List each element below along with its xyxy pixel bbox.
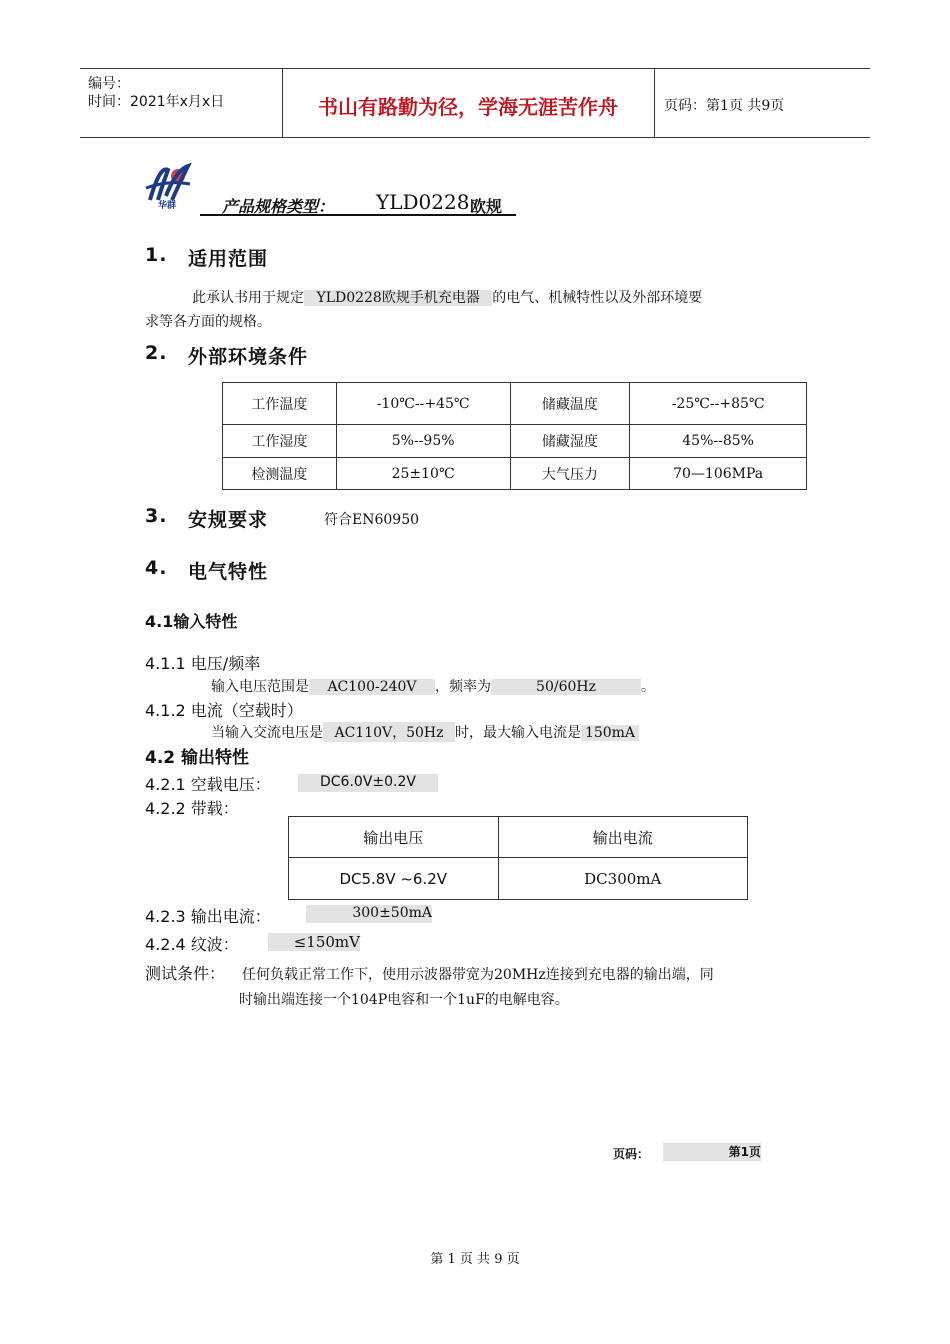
product-title-suffix: 欧规 [470,197,503,216]
output-header-current: 输出电流 [498,817,747,858]
section-4-2-2-label: 4.2.2 带载： [145,799,239,818]
env-label-work-humidity: 工作湿度 [223,425,337,458]
input-frequency-pre: ，频率为 [435,679,491,695]
section-1-title: 适用范围 [188,248,269,270]
env-value-test-temp: 25±10℃ [336,458,510,490]
section-3-title: 安规要求 [188,509,269,531]
section-4-2-title: 4.2 输出特性 [145,748,250,768]
code-label: 编号： [88,76,130,92]
table-row [223,383,807,425]
input-current-mid: 时，最大输入电流是 [455,725,581,741]
no-load-voltage-value: DC6.0V±0.2V [298,774,438,792]
header-meta-cell [80,69,283,137]
company-logo [140,160,200,212]
section-4-2-1-label: 4.2.1 空载电压： [145,775,271,794]
output-header-voltage: 输出电压 [289,817,499,858]
section-4-2-4-label: 4.2.4 纹波： [145,935,239,954]
section-4-1-title: 4.1输入特性 [145,612,238,631]
section-1-text-post: 的电气、机械特性以及外部环境要 [492,290,703,306]
section-1-text-pre: 此承认书用于规定 [192,290,304,306]
table-row [223,425,807,458]
header-slogan-cell [282,69,655,137]
test-condition-line-1: 任何负载正常工作下，使用示波器带宽为20MHz连接到充电器的输出端，同 [242,967,714,983]
input-voltage-pre: 输入电压范围是 [211,679,309,695]
section-3-number: 3. [145,505,168,527]
section-1-line-2: 求等各方面的规格。 [145,314,271,330]
product-title-prefix: 产品规格类型： [222,197,335,216]
footer-page-label: 页码： [613,1147,650,1161]
header-page-cell [654,69,870,137]
env-value-storage-humidity: 45%--85% [630,425,807,458]
env-value-work-humidity: 5%--95% [336,425,510,458]
test-condition-label: 测试条件： [145,964,226,983]
test-condition-line-2: 时输出端连接一个104P电容和一个1uF的电解电容。 [239,992,569,1008]
env-value-pressure: 70—106MPa [630,458,807,490]
env-value-storage-temp: -25℃--+85℃ [630,383,807,425]
bottom-page-number: 第 1 页 共 9 页 [430,1252,520,1267]
logo-text: 华群 [158,201,177,211]
env-label-storage-temp: 储藏温度 [510,383,630,425]
date-label: 时间：2021年x月x日 [88,94,225,110]
input-line-end: 。 [641,679,655,695]
section-1-line-1 [192,287,702,307]
table-row [289,858,748,900]
section-4-1-2-label: 4.1.2 电流（空载时） [145,701,303,720]
output-current-value: DC300mA [498,858,747,900]
document-header [80,68,870,138]
section-1-product-highlight: YLD0228欧规手机充电器 [304,290,492,306]
section-3-value: 符合EN60950 [324,512,420,528]
table-row [223,458,807,490]
env-value-work-temp: -10℃--+45℃ [336,383,510,425]
input-ac-value: AC110V，50Hz [323,722,455,742]
input-voltage-value: AC100-240V [309,679,435,695]
input-current-value: 150mA [581,725,639,741]
section-4-number: 4. [145,557,168,579]
ripple-value: ≤150mV [268,933,360,951]
section-4-2-3-label: 4.2.3 输出电流： [145,907,271,926]
table-row [289,817,748,858]
env-label-storage-humidity: 储藏湿度 [510,425,630,458]
section-4-1-1-line [211,676,655,696]
section-2-number: 2. [145,342,168,364]
output-table [288,816,748,900]
section-2-title: 外部环境条件 [188,346,309,368]
output-current-spec: 300±50mA [306,905,432,923]
section-4-title: 电气特性 [188,561,269,583]
env-label-test-temp: 检测温度 [223,458,337,490]
env-label-work-temp: 工作温度 [223,383,337,425]
section-1-number: 1. [145,244,168,266]
environment-table [222,382,807,490]
section-4-1-1-label: 4.1.1 电压/频率 [145,654,261,673]
slogan: 书山有路勤为径，学海无涯苦作舟 [318,95,618,119]
section-4-1-2-line [211,722,639,742]
header-page-info: 页码：第1页 共9页 [664,98,785,114]
footer-page-value: 第1页 [663,1143,761,1161]
product-model: YLD0228 [376,190,470,214]
input-current-pre: 当输入交流电压是 [211,725,323,741]
output-voltage-value: DC5.8V ~6.2V [289,858,499,900]
product-title [200,192,516,216]
env-label-pressure: 大气压力 [510,458,630,490]
input-frequency-value: 50/60Hz [491,679,641,695]
